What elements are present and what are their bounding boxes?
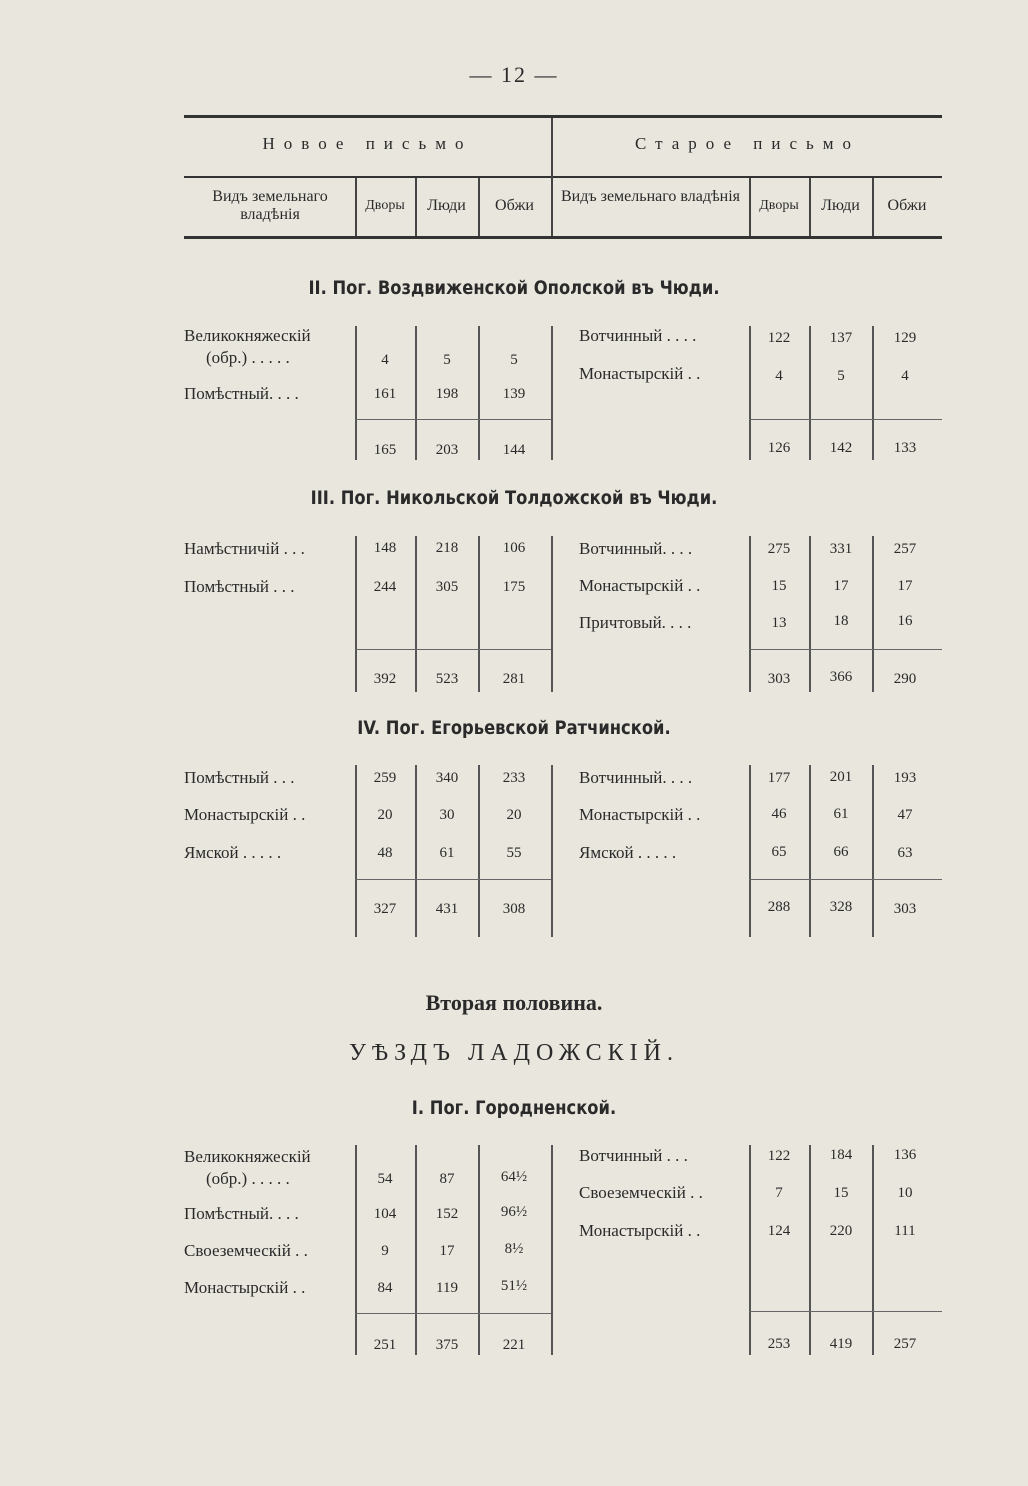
cell: 340 (435, 770, 459, 786)
cell: 46 (771, 806, 787, 822)
total-cell: 419 (829, 1336, 853, 1352)
cell: 175 (502, 579, 526, 595)
cell: 129 (893, 330, 917, 346)
row-label: Монастырскій . . (184, 1278, 306, 1297)
row-label: Великокняжескій (184, 1147, 311, 1166)
total-cell: 133 (893, 440, 917, 456)
row-label: Монастырскій . . (579, 576, 701, 595)
total-cell: 392 (373, 671, 397, 687)
row-label: Великокняжескій (184, 326, 311, 345)
cell: 233 (502, 770, 526, 786)
cell: 122 (767, 330, 791, 346)
total-cell: 251 (373, 1337, 397, 1353)
total-cell: 288 (767, 899, 791, 915)
total-cell: 257 (893, 1336, 917, 1352)
cell: 257 (893, 541, 917, 557)
cell: 47 (897, 807, 913, 823)
total-cell: 203 (435, 442, 459, 458)
cell: 198 (435, 386, 459, 402)
cell: 54 (377, 1171, 393, 1187)
total-cell: 328 (829, 899, 853, 915)
cell: 152 (435, 1206, 459, 1222)
section-table (184, 1145, 942, 1355)
page-number: — 12 — (469, 62, 559, 87)
cell: 5 (443, 352, 451, 368)
cell: 5 (837, 368, 845, 384)
section-title: III. Пог. Никольской Толдожской въ Чюди. (310, 487, 718, 509)
row-label: Вотчинный . . . (579, 1146, 688, 1165)
cell: 4 (381, 352, 389, 368)
col-people-new: Люди (427, 197, 466, 214)
cell: 220 (829, 1223, 853, 1239)
section-title: II. Пог. Воздвиженской Ополской въ Чюди. (308, 277, 720, 299)
cell: 136 (893, 1147, 917, 1163)
cell: 64½ (500, 1169, 528, 1185)
total-cell: 327 (373, 901, 397, 917)
cell: 259 (373, 770, 397, 786)
cell: 15 (771, 578, 787, 594)
cell: 9 (381, 1243, 389, 1259)
row-label: Ямской . . . . . (184, 843, 282, 862)
total-cell: 221 (502, 1337, 526, 1353)
cell: 106 (502, 540, 526, 556)
total-cell: 308 (502, 901, 526, 917)
cell: 218 (435, 540, 459, 556)
row-label: Монастырскій . . (579, 805, 701, 824)
total-cell: 142 (829, 440, 853, 456)
row-label: Помѣстный . . . (184, 768, 295, 787)
total-cell: 281 (502, 671, 526, 687)
cell: 16 (897, 613, 913, 629)
cell: 20 (506, 807, 522, 823)
col-obzhi-new: Обжи (495, 197, 534, 214)
cell: 193 (893, 770, 917, 786)
row-label: Помѣстный. . . . (184, 1204, 299, 1223)
cell: 4 (775, 368, 783, 384)
cell: 17 (439, 1243, 455, 1259)
col-yards-new: Дворы (365, 198, 405, 213)
cell: 244 (373, 579, 397, 595)
total-cell: 303 (893, 901, 917, 917)
total-cell: 126 (767, 440, 791, 456)
row-label: Вотчинный. . . . (579, 768, 693, 787)
total-cell: 144 (502, 442, 526, 458)
cell: 148 (373, 540, 397, 556)
col-kind-new: Видъ земельнаго владѣнія (212, 188, 328, 223)
cell: 55 (506, 845, 522, 861)
cell: 65 (771, 844, 787, 860)
row-label: Ямской . . . . . (579, 843, 677, 862)
section-table (184, 536, 942, 692)
section-title: I. Пог. Городненской. (411, 1097, 617, 1119)
cell: 8½ (504, 1241, 524, 1257)
col-yards-old: Дворы (759, 198, 799, 213)
cell: 139 (502, 386, 526, 402)
cell: 124 (767, 1223, 791, 1239)
cell: 104 (373, 1206, 397, 1222)
cell: 18 (833, 613, 849, 629)
row-label: Своеземческій . . (579, 1183, 703, 1202)
cell: 63 (897, 845, 913, 861)
total-cell: 375 (435, 1337, 459, 1353)
cell: 20 (377, 807, 393, 823)
total-cell: 165 (373, 442, 397, 458)
cell: 305 (435, 579, 459, 595)
cell: 184 (829, 1147, 853, 1163)
row-label: Причтовый. . . . (579, 613, 692, 632)
cell: 17 (897, 578, 913, 594)
cell: 122 (767, 1148, 791, 1164)
row-label: Вотчинный . . . . (579, 326, 697, 345)
cell: 30 (439, 807, 455, 823)
cell: 61 (439, 845, 455, 861)
new-letter-title: Новое письмо (262, 134, 473, 153)
row-label: Монастырскій . . (184, 805, 306, 824)
cell: 51½ (500, 1278, 528, 1294)
section-table (184, 765, 942, 937)
cell: 48 (377, 845, 393, 861)
row-label: Помѣстный . . . (184, 577, 295, 596)
cell: 201 (829, 769, 853, 785)
col-people-old: Люди (821, 197, 860, 214)
total-cell: 523 (435, 671, 459, 687)
cell: 15 (833, 1185, 849, 1201)
cell: 275 (767, 541, 791, 557)
row-label: Помѣстный. . . . (184, 384, 299, 403)
cell: 177 (767, 770, 791, 786)
cell: 87 (439, 1171, 455, 1187)
cell: 96½ (500, 1204, 528, 1220)
cell: 84 (377, 1280, 393, 1296)
cell: 61 (833, 806, 849, 822)
total-cell: 290 (893, 671, 917, 687)
cell: 66 (833, 844, 849, 860)
total-cell: 431 (435, 901, 459, 917)
cell: 13 (771, 615, 787, 631)
col-obzhi-old: Обжи (887, 197, 927, 214)
section-title: IV. Пог. Егорьевской Ратчинской. (357, 717, 671, 739)
row-label: Монастырскій . . (579, 364, 701, 383)
cell: 5 (510, 352, 518, 368)
total-cell: 366 (829, 669, 853, 685)
cell: 161 (373, 386, 397, 402)
cell: 331 (829, 541, 853, 557)
cell: 119 (436, 1280, 458, 1296)
cell: 7 (775, 1185, 783, 1201)
cell: 4 (901, 368, 909, 384)
cell: 137 (829, 330, 853, 346)
row-label: (обр.) . . . . . (206, 1169, 290, 1188)
old-letter-title: Старое письмо (634, 134, 861, 153)
row-label: Монастырскій . . (579, 1221, 701, 1240)
row-label: Вотчинный. . . . (579, 539, 693, 558)
total-cell: 253 (767, 1336, 791, 1352)
row-label: (обр.) . . . . . (206, 348, 290, 367)
column-header (184, 115, 942, 240)
second-half-title: Вторая половина. (425, 990, 603, 1015)
row-label: Своеземческій . . (184, 1241, 308, 1260)
total-cell: 303 (767, 671, 791, 687)
col-kind-old: Видъ земельнаго владѣнія (560, 188, 741, 205)
cell: 111 (894, 1223, 916, 1239)
cell: 10 (897, 1185, 913, 1201)
section-table (184, 326, 942, 460)
row-label: Намѣстничій . . . (184, 539, 305, 558)
cell: 17 (833, 578, 849, 594)
uezd-title: УѢЗДЪ ЛАДОЖСКІЙ. (349, 1040, 679, 1066)
